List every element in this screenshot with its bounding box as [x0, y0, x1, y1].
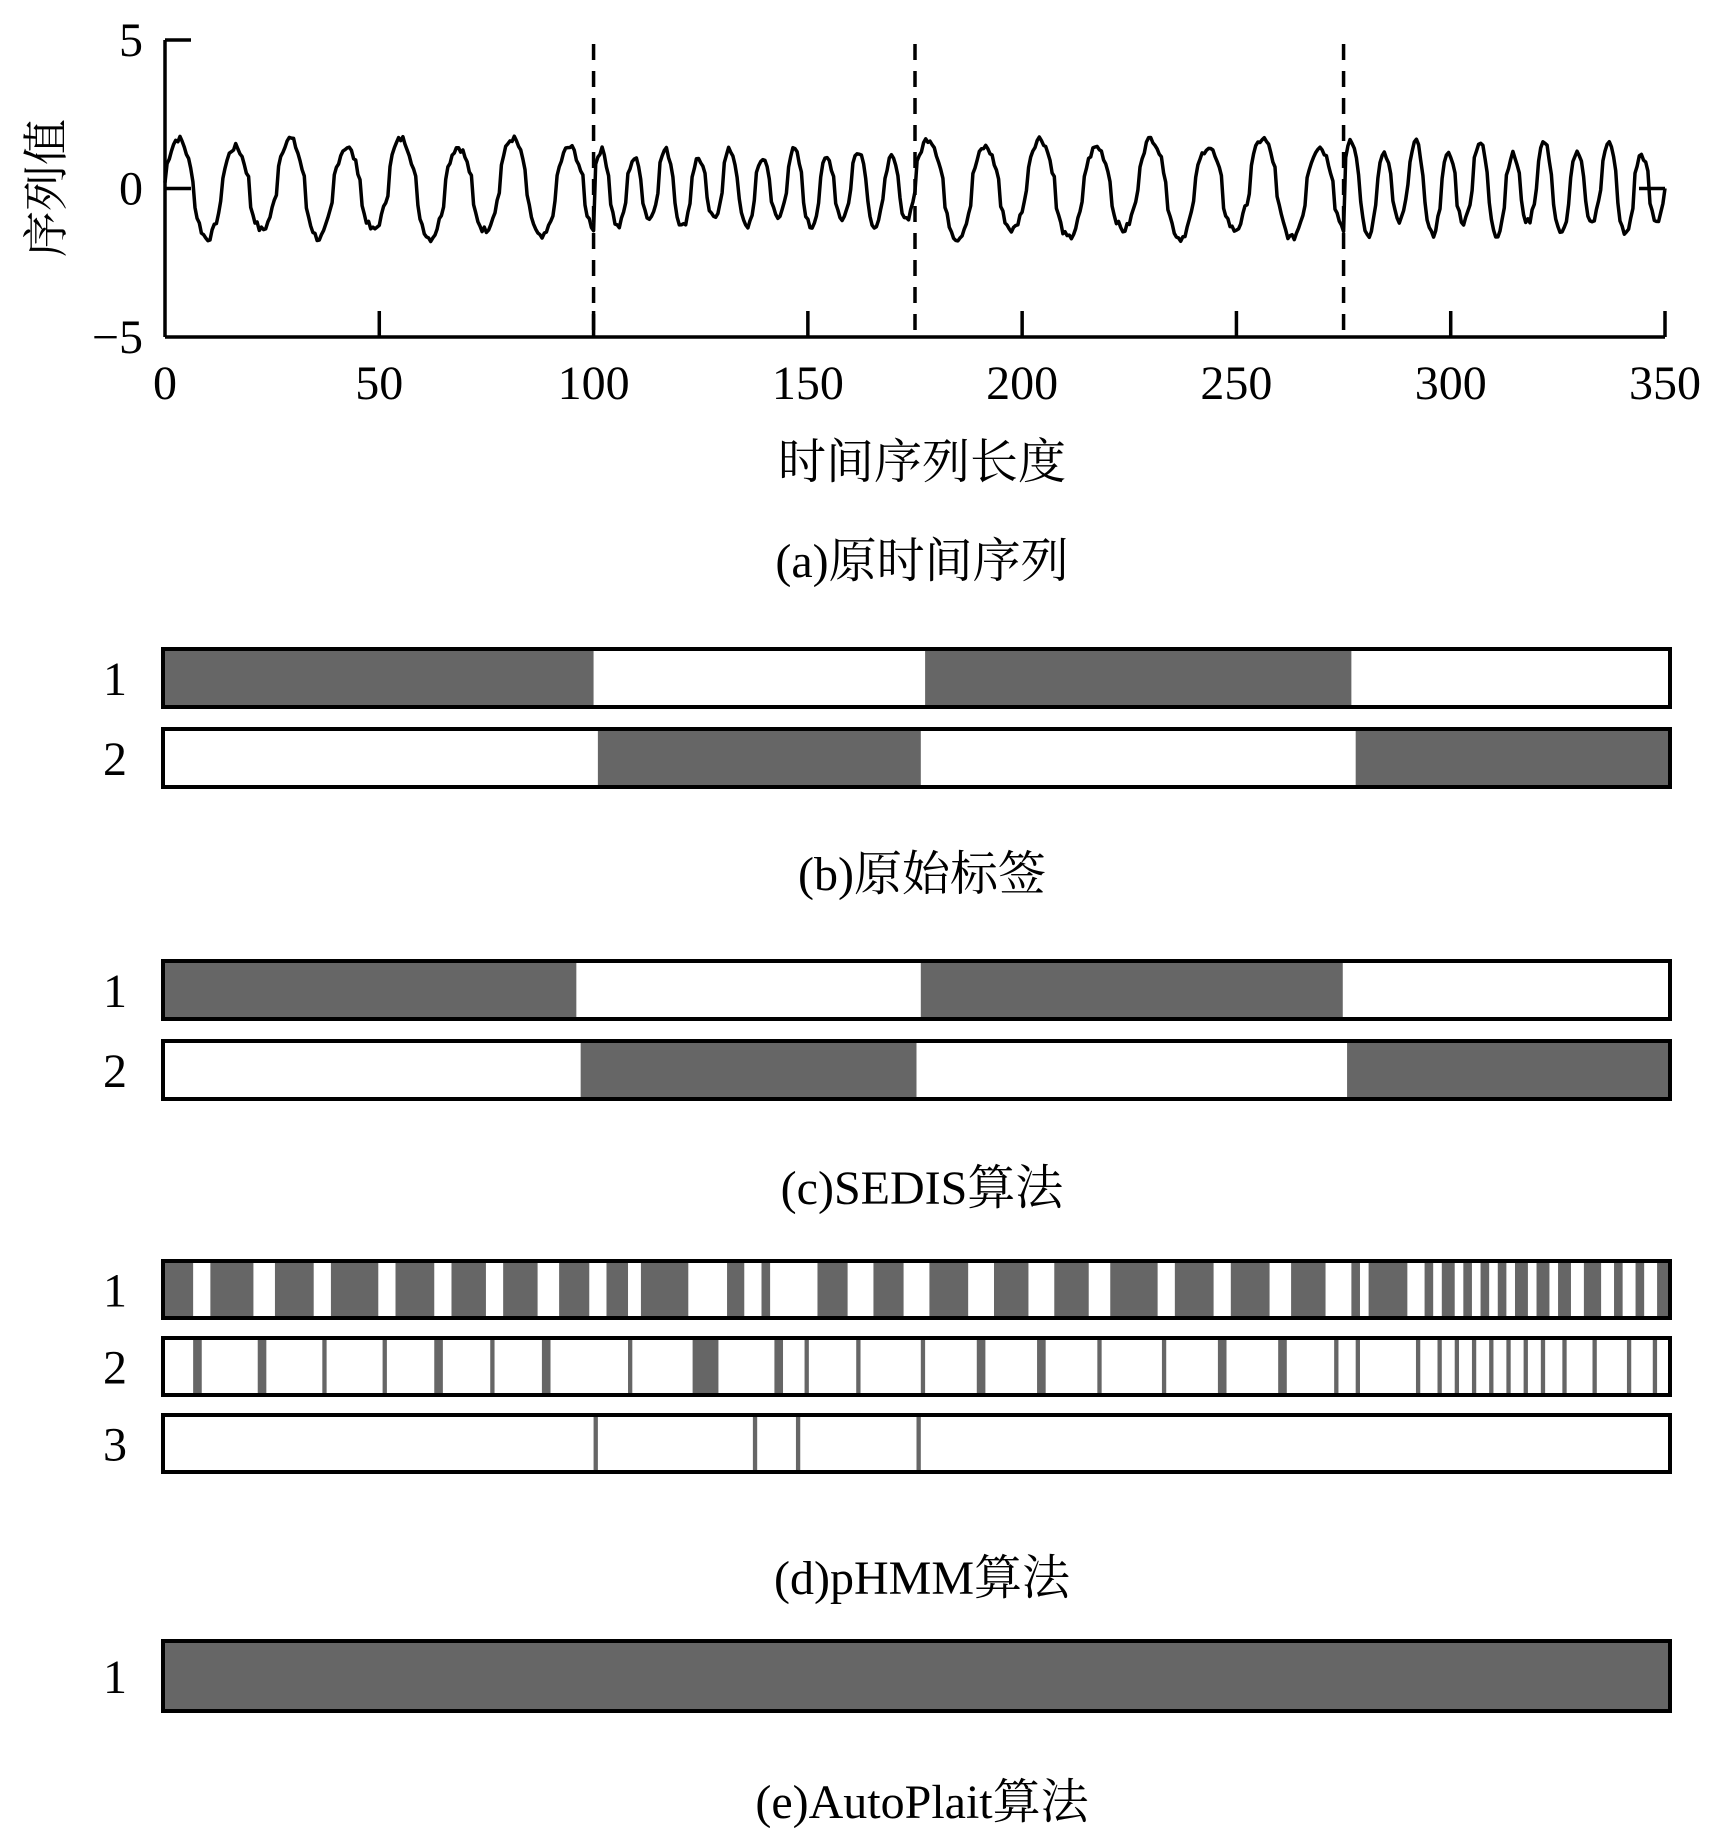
- segment-bar: [753, 1415, 757, 1472]
- segment-row: [103, 649, 1670, 707]
- segment-bar: [490, 1338, 494, 1395]
- segment-bar: [331, 1261, 378, 1318]
- segment-bar: [1231, 1261, 1270, 1318]
- segment-bar: [1614, 1261, 1623, 1318]
- segment-bar: [693, 1338, 719, 1395]
- segment-row: [103, 1415, 1670, 1472]
- row-label: 2: [103, 1341, 127, 1395]
- segment-bar: [873, 1261, 903, 1318]
- segment-bar: [1278, 1338, 1287, 1395]
- x-tick-label: 100: [557, 357, 630, 410]
- segment-bar: [1218, 1338, 1227, 1395]
- segment-bar: [594, 1415, 598, 1472]
- segment-bar: [1097, 1338, 1101, 1395]
- segment-bar: [1524, 1338, 1528, 1395]
- segment-row: [103, 729, 1670, 787]
- segment-bar: [396, 1261, 435, 1318]
- segment-bar: [1472, 1338, 1476, 1395]
- segment-bar: [598, 729, 921, 787]
- segment-row: [103, 1641, 1670, 1711]
- segment-bar: [1162, 1338, 1166, 1395]
- segment-bar: [1506, 1338, 1510, 1395]
- segment-bar: [805, 1338, 809, 1395]
- segmentation-panel: [103, 961, 1670, 1099]
- segment-bar: [774, 1338, 783, 1395]
- segment-bar: [921, 1338, 925, 1395]
- segment-bar: [383, 1338, 387, 1395]
- segment-bar: [322, 1338, 326, 1395]
- segment-bar: [581, 1041, 917, 1099]
- segment-bar: [796, 1415, 800, 1472]
- segment-bar: [1515, 1261, 1528, 1318]
- segment-bar: [925, 649, 1351, 707]
- segment-bar: [1481, 1261, 1490, 1318]
- segment-bar: [917, 1415, 921, 1472]
- caption-c: (c)SEDIS算法: [780, 1162, 1064, 1215]
- segment-bar: [1054, 1261, 1088, 1318]
- panel-a-line-chart: [21, 14, 1701, 588]
- segment-bar: [1437, 1338, 1441, 1395]
- x-tick-label: 250: [1200, 357, 1273, 410]
- segment-bar: [1498, 1261, 1507, 1318]
- segment-bar: [1110, 1261, 1157, 1318]
- caption-b: (b)原始标签: [798, 848, 1046, 901]
- segment-bar: [163, 1641, 1670, 1711]
- segment-bar: [451, 1261, 485, 1318]
- segment-bar: [1291, 1261, 1325, 1318]
- x-tick-label: 350: [1629, 357, 1701, 410]
- segment-row: [103, 1041, 1670, 1099]
- segment-bar: [1558, 1261, 1571, 1318]
- segment-bar: [1541, 1338, 1545, 1395]
- segment-bar: [761, 1261, 770, 1318]
- segment-bar: [1416, 1338, 1420, 1395]
- y-tick-labels: [92, 14, 143, 364]
- segment-bar: [193, 1338, 202, 1395]
- segment-bar: [1653, 1338, 1657, 1395]
- caption-e: (e)AutoPlait算法: [755, 1776, 1089, 1829]
- segment-bar: [559, 1261, 589, 1318]
- series-line: [165, 136, 1665, 241]
- segment-bar: [1351, 1261, 1360, 1318]
- segment-bar: [542, 1338, 551, 1395]
- caption-d: (d)pHMM算法: [774, 1552, 1070, 1605]
- segment-row: [103, 1261, 1670, 1318]
- segment-bar: [1463, 1261, 1472, 1318]
- segment-bar: [606, 1261, 628, 1318]
- segmentation-panel: [103, 1641, 1670, 1711]
- segment-bar: [994, 1261, 1028, 1318]
- segment-bar: [210, 1261, 253, 1318]
- segment-bar: [434, 1338, 443, 1395]
- x-tick-label: 300: [1414, 357, 1487, 410]
- segmentation-panel: [103, 1261, 1670, 1472]
- segment-bar: [1537, 1261, 1550, 1318]
- segment-bar: [163, 649, 594, 707]
- row-label: 1: [103, 1651, 127, 1704]
- segment-bar: [163, 1261, 193, 1318]
- caption-a: (a)原时间序列: [775, 535, 1069, 588]
- segment-bar: [1175, 1261, 1214, 1318]
- segment-bar: [1489, 1338, 1493, 1395]
- segment-bar: [641, 1261, 688, 1318]
- row-label: 1: [103, 1264, 127, 1318]
- segment-row: [103, 1338, 1670, 1395]
- y-tick-label: 0: [119, 162, 143, 216]
- row-label: 3: [103, 1418, 127, 1472]
- segment-bar: [1334, 1338, 1338, 1395]
- segment-bar: [1562, 1338, 1566, 1395]
- segment-bar: [628, 1338, 632, 1395]
- row-label: 2: [103, 733, 127, 786]
- segment-bar: [1636, 1261, 1645, 1318]
- segment-bar: [929, 1261, 968, 1318]
- segment-bar: [856, 1338, 860, 1395]
- x-tick-labels: [153, 357, 1701, 410]
- segment-bar: [1442, 1261, 1455, 1318]
- segment-bar: [977, 1338, 986, 1395]
- x-tick-label: 150: [771, 357, 844, 410]
- segment-bar: [1356, 1338, 1360, 1395]
- segment-bar: [163, 961, 576, 1019]
- segment-bar: [503, 1261, 537, 1318]
- row-label: 1: [103, 653, 127, 706]
- segment-bar: [1627, 1338, 1631, 1395]
- segment-bar: [275, 1261, 314, 1318]
- row-label: 1: [103, 965, 127, 1018]
- segment-bar: [1356, 729, 1670, 787]
- x-tick-label: 200: [986, 357, 1059, 410]
- segment-bar: [1425, 1261, 1434, 1318]
- row-label: 2: [103, 1045, 127, 1098]
- segment-bar: [817, 1261, 847, 1318]
- segment-bar: [1584, 1261, 1601, 1318]
- segment-row: [103, 961, 1670, 1019]
- segment-bar: [727, 1261, 744, 1318]
- x-tick-label: 50: [355, 357, 404, 410]
- segment-bar: [1455, 1338, 1459, 1395]
- y-axis-label: 序列值: [21, 119, 72, 257]
- y-tick-label: 5: [119, 14, 143, 67]
- segment-bar: [1369, 1261, 1408, 1318]
- segment-bar: [1592, 1338, 1596, 1395]
- segment-bar: [1347, 1041, 1670, 1099]
- x-axis-label: 时间序列长度: [777, 436, 1067, 489]
- x-tick-label: 0: [153, 357, 177, 410]
- segmentation-panel: [103, 649, 1670, 787]
- row-frame: [163, 1338, 1670, 1395]
- segment-bar: [921, 961, 1343, 1019]
- segment-bar: [258, 1338, 267, 1395]
- y-tick-label: −5: [91, 311, 143, 364]
- segment-bar: [1037, 1338, 1046, 1395]
